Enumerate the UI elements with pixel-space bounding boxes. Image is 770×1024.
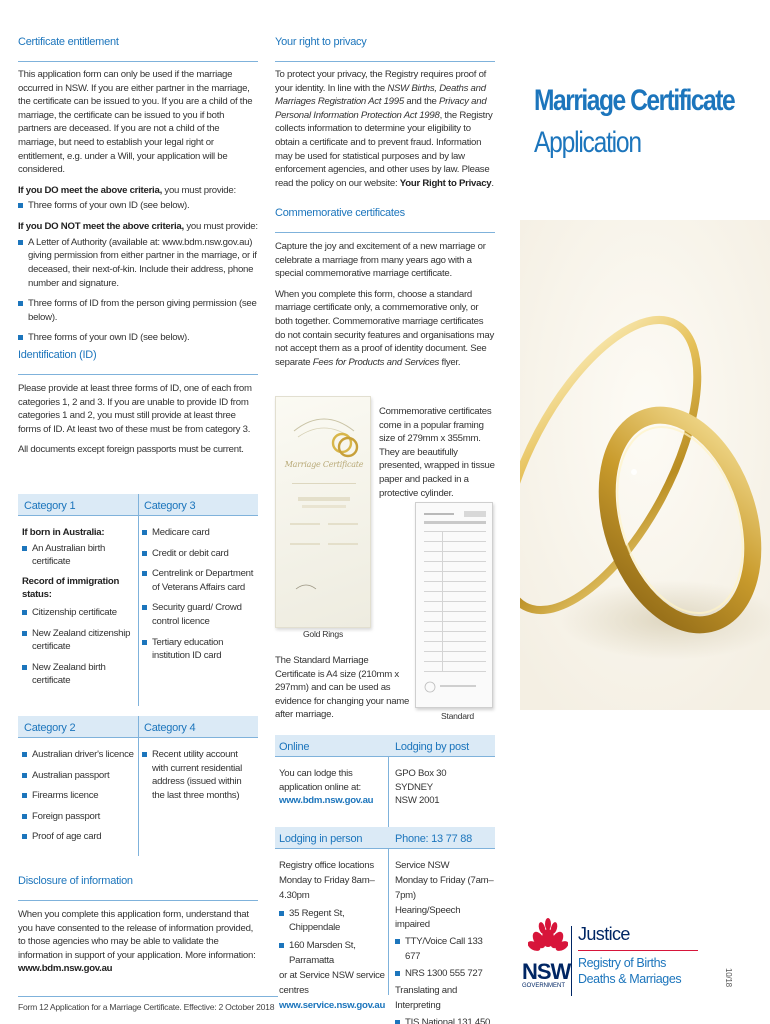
cover-subtitle: Application	[534, 126, 641, 159]
logo-government: GOVERNMENT	[522, 983, 566, 989]
identification-body-current: All documents except foreign passports must be current.	[18, 444, 244, 456]
logo-registry: Registry of Births Deaths & Marriages	[578, 956, 682, 987]
in-person-tail: or at Service NSW service centres	[279, 970, 385, 996]
commemorative-certificate-image	[275, 396, 371, 628]
entitlement-heading: Certificate entitlement	[18, 35, 258, 62]
phone-line: Monday to Friday (7am–7pm)	[395, 874, 494, 901]
category-2-item: Proof of age card	[22, 830, 136, 844]
identification-heading: Identification (ID)	[18, 348, 258, 375]
post-line: NSW 2001	[395, 795, 440, 807]
category-3-title: Category 3	[144, 500, 196, 512]
category-1-item: Citizenship certificate	[22, 606, 136, 620]
category-1-title: Category 1	[24, 500, 76, 512]
logo-nsw: NSW	[522, 959, 571, 984]
category-2-item: Australian driver's licence	[22, 748, 136, 762]
entitlement-body: This application form can only be used if the marriage occurred in NSW. If you are either partner in the marriage, the certificate can be issued to you. If you are a child of the marriage, the certificate can be issued to you if both partners are deceased. If you are not a child of the marriage, but need to establish your legal right or entitlement, e.g. under a Will, your application will be considered.	[18, 69, 253, 176]
online-body: You can lodge this application online at:	[279, 768, 361, 793]
category-3-item: Security guard/ Crowd control licence	[142, 601, 256, 628]
privacy-heading: Your right to privacy	[275, 35, 495, 62]
column-right	[500, 0, 770, 1024]
category-1-item: New Zealand citizenship certificate	[22, 627, 136, 654]
gold-rings-photo	[520, 220, 770, 710]
standard-certificate-image	[415, 502, 493, 708]
online-link[interactable]: www.bdm.nsw.gov.au	[279, 795, 374, 807]
category-3-item: Credit or debit card	[142, 547, 256, 561]
do-meet-label: If you DO meet the above criteria, you must provide:	[18, 184, 236, 196]
lodging-grid	[275, 735, 495, 1024]
commemorative-intro: Capture the joy and excitement of a new marriage or celebrate a marriage from many years ago with a special commemorative marriage certificate.	[275, 241, 486, 280]
phone-line: Service NSW	[395, 860, 450, 871]
do-meet-item: Three forms of your own ID (see below).	[18, 199, 258, 213]
logo-justice: Justice	[578, 924, 630, 944]
gold-rings-label: Gold Rings	[303, 629, 344, 639]
service-nsw-link[interactable]: www.service.nsw.gov.au	[279, 999, 386, 1011]
privacy-body: To protect your privacy, the Registry requires proof of your identity. In line with the NSW Births, Deaths and Marriages Registration Act 1995 and the Privacy and Personal Information Protection Act 1998, the Registry collects information to determine your eligibility to obtain a certificate and to prevent fraud. Information may be used for statistical purposes and by law enforcement agencies, and other uses by law. Please read the policy on our website: Your Right to Privacy.	[275, 69, 494, 189]
category-3-item: Medicare card	[142, 526, 256, 540]
phone-tail: Translating and Interpreting	[395, 984, 458, 1011]
certificate-ornament-icon	[276, 397, 372, 629]
post-line: GPO Box 30	[395, 768, 447, 779]
phone-item: NRS 1300 555 727	[395, 967, 495, 982]
category-2-item: Firearms licence	[22, 789, 136, 803]
category-3-item: Centrelink or Department of Veterans Affairs card	[142, 567, 256, 594]
category-3-item: Tertiary education institution ID card	[142, 636, 256, 663]
post-title: Lodging by post	[395, 741, 469, 753]
waratah-icon	[528, 916, 568, 956]
disclosure-heading: Disclosure of information	[18, 874, 258, 901]
category-1-item: An Australian birth certificate	[22, 542, 136, 569]
category-1-item: New Zealand birth certificate	[22, 661, 136, 688]
wedding-rings-icon	[520, 220, 770, 710]
commemorative-heading: Commemorative certificates	[275, 206, 495, 233]
print-code: 10/18	[724, 968, 733, 987]
phone-item: TIS National 131 450	[395, 1016, 495, 1024]
in-person-title: Lodging in person	[279, 833, 363, 845]
disclosure-link[interactable]: www.bdm.nsw.gov.au	[18, 963, 113, 975]
immigration-status-label: Record of immigration status:	[22, 575, 120, 601]
category-4-title: Category 4	[144, 722, 196, 734]
certificate-script-title: Marriage Certificate	[284, 460, 364, 469]
commemorative-caption: Commemorative certificates come in a popular framing size of 279mm x 355mm. They are beautifully presented, wrapped in tissue paper and packed in a protective cylinder.	[379, 406, 495, 499]
standard-caption: The Standard Marriage Certificate is A4 size (210mm x 297mm) and can be used as evidence for changing your name after marriage.	[275, 655, 410, 721]
in-person-line: Registry office locations	[279, 860, 374, 871]
privacy-link[interactable]: Your Right to Privacy	[399, 177, 492, 189]
category-table-bottom	[18, 716, 258, 856]
phone-item: TTY/Voice Call 133 677	[395, 935, 495, 965]
disclosure-body: When you complete this application form, understand that you have consented to the release of information provided, to those agencies who may be able to validate the information in support of your application. More information: www.bdm.nsw.gov.au	[18, 909, 256, 975]
born-in-australia-label: If born in Australia:	[22, 527, 105, 538]
online-title: Online	[279, 741, 310, 753]
identification-body: Please provide at least three forms of ID, one of each from categories 1, 2 and 3. If you are unable to provide ID from categories 1 and 2, you must still provide at least three forms of ID. At least two of these must be from category 3.	[18, 383, 252, 435]
do-not-item: A Letter of Authority (available at: www.bdm.nsw.gov.au) giving permission from either partner in the marriage, or if deceased, their next-of-kin. Include their address, phone number and signature.	[18, 236, 258, 290]
category-2-item: Foreign passport	[22, 810, 136, 824]
in-person-location: 160 Marsden St, Parramatta	[279, 939, 387, 969]
cover-title: Marriage Certificate	[534, 84, 735, 117]
commemorative-body: When you complete this form, choose a standard marriage certificate only, a commemorative only, or both together. Commemorative marriage certificates do not contain security features and organisations may not accept them as a proof of identity document. See separate Fees for Products and Services flyer.	[275, 288, 495, 368]
certificate-lines-icon	[416, 503, 494, 709]
phone-title: Phone: 13 77 88	[395, 833, 472, 845]
in-person-location: 35 Regent St, Chippendale	[279, 907, 387, 937]
do-not-item: Three forms of ID from the person giving permission (see below).	[18, 297, 258, 324]
post-line: SYDNEY	[395, 781, 433, 793]
phone-line: Hearing/Speech impaired	[395, 904, 461, 931]
category-2-item: Australian passport	[22, 769, 136, 783]
category-table-top	[18, 494, 258, 706]
category-2-title: Category 2	[24, 722, 76, 734]
form-footer: Form 12 Application for a Marriage Certificate. Effective: 2 October 2018	[18, 996, 278, 1013]
in-person-line: Monday to Friday 8am–4.30pm	[279, 874, 375, 901]
do-not-item: Three forms of your own ID (see below).	[18, 331, 258, 345]
standard-label: Standard	[441, 711, 474, 721]
category-4-item: Recent utility account with current residential address (issued within the last three months)	[142, 748, 256, 802]
do-not-label: If you DO NOT meet the above criteria, you must provide:	[18, 221, 258, 233]
